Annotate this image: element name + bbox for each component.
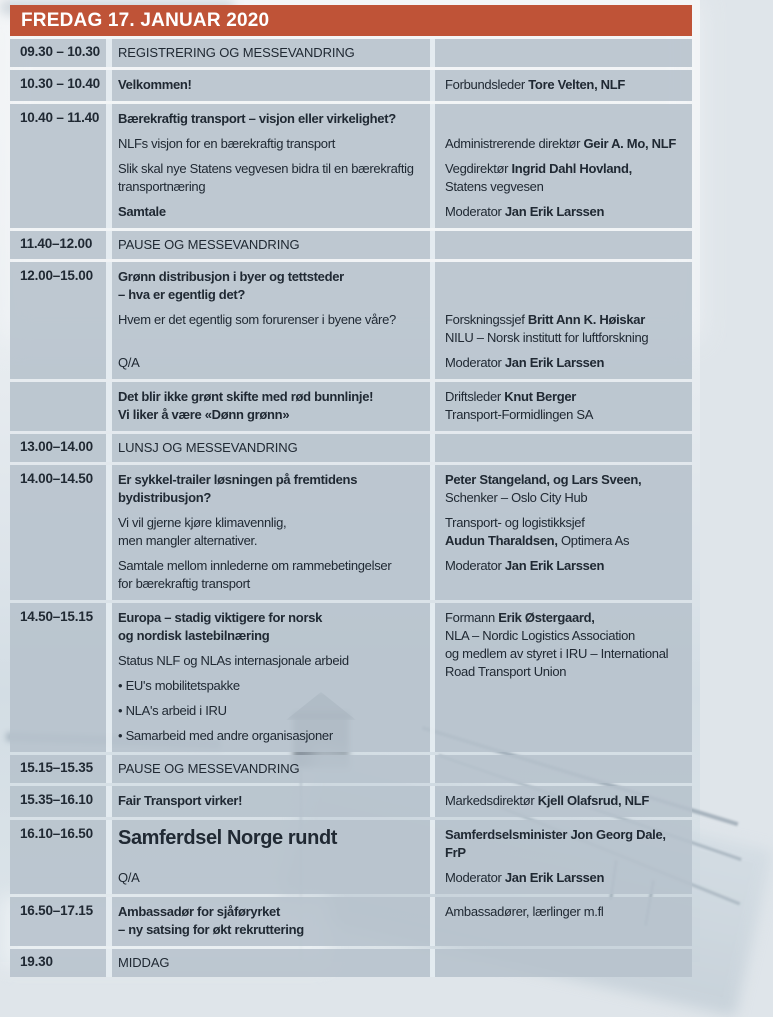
text-segment: NILU – Norsk institutt for luftforskning	[445, 330, 649, 345]
speaker-cell	[435, 203, 692, 221]
speaker-cell	[435, 311, 692, 347]
text-segment: Vi liker å være «Dønn grønn»	[118, 407, 290, 422]
text-line	[445, 645, 688, 663]
speaker-cell	[435, 826, 692, 862]
text-line	[445, 609, 688, 627]
text-line	[118, 203, 425, 221]
schedule-row	[10, 897, 692, 946]
description-cell	[112, 203, 430, 221]
text-segment: Jan Erik Larssen	[504, 355, 605, 370]
schedule-row	[10, 231, 692, 259]
schedule-block	[10, 439, 692, 457]
text-line	[118, 44, 425, 62]
text-segment: • NLA's arbeid i IRU	[118, 703, 227, 718]
schedule-block	[10, 44, 692, 62]
text-line	[118, 354, 425, 372]
description-cell	[112, 954, 430, 972]
description-cell	[112, 135, 430, 153]
text-line	[118, 557, 425, 575]
time-cell: 19.30	[20, 954, 53, 969]
text-segment: Moderator	[445, 558, 505, 573]
text-segment: Optimera As	[557, 533, 630, 548]
description-cell	[112, 826, 430, 862]
text-segment: Britt Ann K. Høiskar	[527, 312, 645, 327]
text-segment: Q/A	[118, 355, 140, 370]
text-line	[118, 609, 425, 627]
schedule-block	[10, 354, 692, 372]
text-segment: Moderator	[445, 204, 505, 219]
description-cell	[112, 557, 430, 593]
schedule-block	[10, 826, 692, 862]
schedule-block	[10, 869, 692, 887]
schedule-row	[10, 434, 692, 462]
speaker-cell	[435, 388, 692, 424]
description-cell	[112, 268, 430, 304]
text-segment: Vi vil gjerne kjøre klimavennlig,	[118, 515, 287, 530]
text-segment: Audun Tharaldsen,	[445, 533, 558, 548]
text-segment: Schenker – Oslo City Hub	[445, 490, 588, 505]
text-line	[118, 792, 425, 810]
time-cell: 14.00–14.50	[20, 471, 93, 486]
text-segment: Slik skal nye Statens vegvesen bidra til en bærekraftig	[118, 161, 414, 176]
speaker-cell	[435, 471, 692, 507]
description-cell	[112, 792, 430, 810]
text-segment: Samtale mellom innlederne om rammebetingelser	[118, 558, 392, 573]
text-segment: Samtale	[118, 204, 166, 219]
schedule-block	[10, 268, 692, 304]
speaker-cell	[435, 160, 692, 196]
schedule-block	[10, 135, 692, 153]
description-cell	[112, 609, 430, 745]
time-cell: 16.10–16.50	[20, 826, 93, 841]
speaker-cell	[435, 439, 692, 457]
text-segment: Moderator	[445, 355, 505, 370]
schedule-block	[10, 471, 692, 507]
time-cell: 09.30 – 10.30	[20, 44, 100, 59]
schedule-block	[10, 311, 692, 347]
schedule-block	[10, 609, 692, 745]
speaker-cell	[435, 354, 692, 372]
time-cell: 15.35–16.10	[20, 792, 93, 807]
description-cell	[112, 514, 430, 550]
schedule-block	[10, 110, 692, 128]
text-segment: Ingrid Dahl Hovland,	[511, 161, 632, 176]
text-segment: NLFs visjon for en bærekraftig transport	[118, 136, 336, 151]
text-segment: Vegdirektør	[445, 161, 512, 176]
text-segment: Status NLF og NLAs internasjonale arbeid	[118, 653, 349, 668]
text-line	[445, 311, 688, 329]
schedule-block	[10, 557, 692, 593]
text-segment: Transport- og logistikksjef	[445, 515, 585, 530]
time-cell	[10, 514, 112, 550]
text-segment: Velkommen!	[118, 77, 192, 92]
description-cell	[112, 388, 430, 424]
time-cell: 10.30 – 10.40	[20, 76, 100, 91]
text-line	[445, 869, 688, 887]
text-line	[445, 329, 688, 347]
text-line	[118, 514, 425, 532]
text-segment: Geir A. Mo, NLF	[583, 136, 676, 151]
schedule-block	[10, 236, 692, 254]
text-segment: Road Transport Union	[445, 664, 567, 679]
time-cell: 14.50–15.15	[20, 609, 93, 624]
schedule-row	[10, 603, 692, 752]
text-line	[118, 388, 425, 406]
text-segment: Transport-Formidlingen SA	[445, 407, 594, 422]
time-cell	[10, 311, 112, 347]
description-cell	[112, 44, 430, 62]
text-line	[445, 903, 688, 921]
text-segment: LUNSJ OG MESSEVANDRING	[118, 440, 298, 455]
time-cell: 15.15–15.35	[20, 760, 93, 775]
text-line	[445, 203, 688, 221]
speaker-cell	[435, 236, 692, 254]
speaker-cell	[435, 514, 692, 550]
text-line	[445, 489, 688, 507]
time-cell	[10, 354, 112, 372]
text-line	[118, 110, 425, 128]
speaker-cell	[435, 135, 692, 153]
text-line	[118, 869, 425, 887]
speaker-cell	[435, 76, 692, 94]
schedule-block	[10, 792, 692, 810]
text-line	[445, 406, 688, 424]
speaker-cell	[435, 268, 692, 304]
text-line	[445, 557, 688, 575]
text-line	[118, 826, 425, 850]
text-segment: Statens vegvesen	[445, 179, 544, 194]
text-line	[118, 954, 425, 972]
text-segment: PAUSE OG MESSEVANDRING	[118, 761, 300, 776]
text-segment: Jan Erik Larssen	[504, 870, 605, 885]
text-line	[118, 160, 425, 178]
day-header	[10, 5, 692, 36]
text-line	[118, 532, 425, 550]
schedule-block	[10, 903, 692, 939]
text-segment: Det blir ikke grønt skifte med rød bunnlinje!	[118, 389, 374, 404]
text-line	[118, 627, 425, 645]
text-line	[445, 160, 688, 178]
text-segment: Ambassadører, lærlinger m.fl	[445, 904, 604, 919]
speaker-cell	[435, 792, 692, 810]
text-line	[118, 921, 425, 939]
description-cell	[112, 236, 430, 254]
text-line	[445, 826, 688, 862]
time-cell	[10, 160, 112, 196]
time-cell: 11.40–12.00	[20, 236, 93, 251]
text-segment: Europa – stadig viktigere for norsk	[118, 610, 323, 625]
text-segment: Formann	[445, 610, 499, 625]
text-line	[445, 532, 688, 550]
speaker-cell	[435, 954, 692, 972]
text-segment: Bærekraftig transport – visjon eller virkelighet?	[118, 111, 396, 126]
text-segment: Forbundsleder	[445, 77, 529, 92]
schedule-block	[10, 954, 692, 972]
text-segment: MIDDAG	[118, 955, 170, 970]
text-line	[118, 76, 425, 94]
text-segment: Administrerende direktør	[445, 136, 584, 151]
text-segment: Jan Erik Larssen	[504, 558, 605, 573]
text-segment: Moderator	[445, 870, 505, 885]
description-cell	[112, 869, 430, 887]
text-segment: Peter Stangeland, og Lars Sveen,	[445, 472, 642, 487]
schedule-row	[10, 39, 692, 67]
text-segment: Kjell Olafsrud, NLF	[537, 793, 650, 808]
text-line	[118, 652, 425, 670]
time-cell	[10, 388, 112, 424]
speaker-cell	[435, 869, 692, 887]
text-segment: Er sykkel-trailer løsningen på fremtidens	[118, 472, 358, 487]
day-header-title: FREDAG 17. JANUAR 2020	[21, 9, 270, 31]
text-segment: • Samarbeid med andre organisasjoner	[118, 728, 333, 743]
text-segment: bydistribusjon?	[118, 490, 212, 505]
speaker-cell	[435, 903, 692, 939]
text-line	[118, 760, 425, 778]
text-segment: Markedsdirektør	[445, 793, 538, 808]
text-line	[118, 903, 425, 921]
schedule-row	[10, 949, 692, 977]
schedule-block	[10, 514, 692, 550]
text-line	[118, 406, 425, 424]
text-segment: Ambassadør for sjåføryrket	[118, 904, 280, 919]
text-segment: NLA – Nordic Logistics Association	[445, 628, 635, 643]
text-line	[445, 354, 688, 372]
schedule-block	[10, 160, 692, 196]
text-line	[445, 792, 688, 810]
schedule-row	[10, 755, 692, 783]
description-cell	[112, 354, 430, 372]
time-cell	[10, 869, 112, 887]
text-segment: Fair Transport virker!	[118, 793, 243, 808]
text-segment: men mangler alternativer.	[118, 533, 258, 548]
text-line	[118, 268, 425, 286]
program-sheet	[10, 5, 692, 977]
text-segment: Forskningssjef	[445, 312, 528, 327]
time-cell: 13.00–14.00	[20, 439, 93, 454]
text-line	[118, 135, 425, 153]
text-segment: Hvem er det egentlig som forurenser i byene våre?	[118, 312, 396, 327]
text-line	[118, 439, 425, 457]
text-line	[118, 178, 425, 196]
description-cell	[112, 110, 430, 128]
text-line	[118, 236, 425, 254]
text-segment: Driftsleder	[445, 389, 505, 404]
text-line	[445, 388, 688, 406]
schedule-block	[10, 388, 692, 424]
text-line	[118, 489, 425, 507]
text-segment: og medlem av styret i IRU – International	[445, 646, 669, 661]
text-line	[445, 663, 688, 681]
schedule-block	[10, 76, 692, 94]
speaker-cell	[435, 557, 692, 593]
text-segment: Knut Berger	[504, 389, 577, 404]
text-segment: for bærekraftig transport	[118, 576, 250, 591]
schedule-row	[10, 786, 692, 817]
text-line	[118, 286, 425, 304]
speaker-cell	[435, 44, 692, 62]
text-line	[445, 178, 688, 196]
description-cell	[112, 760, 430, 778]
description-cell	[112, 160, 430, 196]
description-cell	[112, 439, 430, 457]
text-segment: Samferdselsminister Jon Georg Dale, FrP	[445, 827, 666, 860]
text-line	[118, 677, 425, 695]
text-segment: PAUSE OG MESSEVANDRING	[118, 237, 300, 252]
text-segment: – ny satsing for økt rekruttering	[118, 922, 304, 937]
text-line	[118, 471, 425, 489]
schedule-row	[10, 820, 692, 894]
schedule-block	[10, 760, 692, 778]
description-cell	[112, 903, 430, 939]
speaker-cell	[435, 609, 692, 745]
time-cell	[10, 203, 112, 221]
schedule-rows	[10, 39, 692, 977]
description-cell	[112, 76, 430, 94]
description-cell	[112, 311, 430, 347]
text-segment: – hva er egentlig det?	[118, 287, 246, 302]
time-cell: 16.50–17.15	[20, 903, 93, 918]
time-cell: 12.00–15.00	[20, 268, 93, 283]
text-line	[118, 727, 425, 745]
schedule-row	[10, 262, 692, 379]
text-segment: Q/A	[118, 870, 140, 885]
text-segment: Erik Østergaard,	[498, 610, 595, 625]
text-segment: transportnæring	[118, 179, 206, 194]
text-segment: REGISTRERING OG MESSEVANDRING	[118, 45, 355, 60]
description-cell	[112, 471, 430, 507]
text-line	[118, 702, 425, 720]
text-line	[445, 514, 688, 532]
text-line	[445, 76, 688, 94]
text-segment: Jan Erik Larssen	[504, 204, 605, 219]
schedule-row	[10, 104, 692, 228]
text-line	[445, 471, 688, 489]
text-line	[118, 575, 425, 593]
schedule-row	[10, 70, 692, 101]
schedule-row	[10, 465, 692, 600]
time-cell: 10.40 – 11.40	[20, 110, 100, 125]
schedule-block	[10, 203, 692, 221]
time-cell	[10, 135, 112, 153]
text-segment: • EU's mobilitetspakke	[118, 678, 240, 693]
time-cell	[10, 557, 112, 593]
text-segment: Tore Velten, NLF	[528, 77, 626, 92]
text-segment: og nordisk lastebilnæring	[118, 628, 270, 643]
text-line	[445, 627, 688, 645]
speaker-cell	[435, 760, 692, 778]
text-segment: Grønn distribusjon i byer og tettsteder	[118, 269, 344, 284]
text-line	[118, 311, 425, 329]
speaker-cell	[435, 110, 692, 128]
text-segment: Samferdsel Norge rundt	[118, 827, 338, 849]
text-line	[445, 135, 688, 153]
schedule-row	[10, 382, 692, 431]
